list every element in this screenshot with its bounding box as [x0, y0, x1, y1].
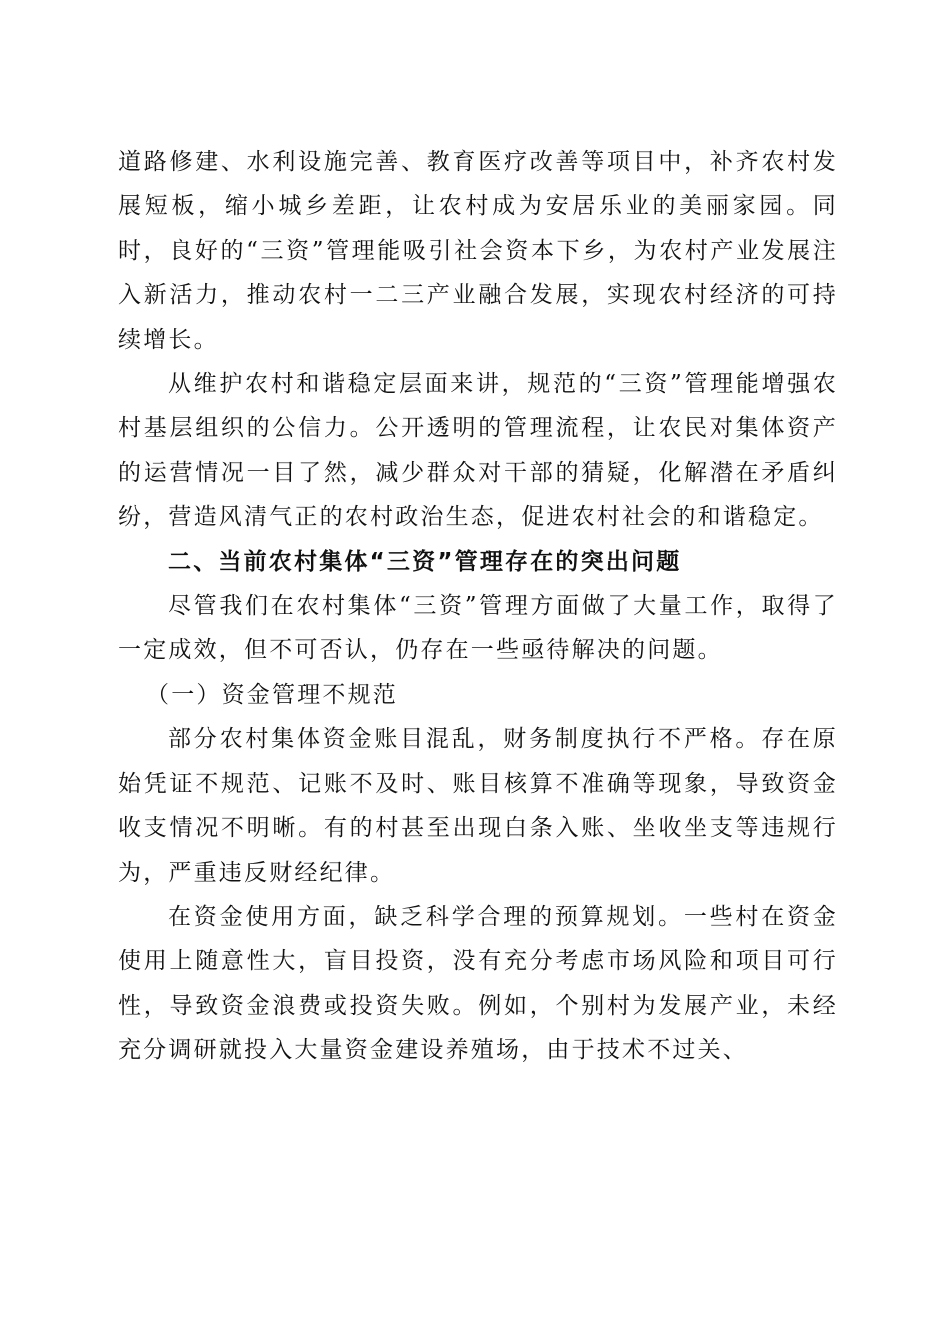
- paragraph-fund-usage: 在资金使用方面，缺乏科学合理的预算规划。一些村在资金使用上随意性大，盲目投资，没有充分考虑市场风险和项目可行性，导致资金浪费或投资失败。例如，个别村为发展产业，未经充分调研就投入大量资金建设养殖场，由于技术不过关、: [118, 903, 838, 1064]
- paragraph-social-stability: 从维护农村和谐稳定层面来讲，规范的“三资”管理能增强农村基层组织的公信力。公开透明的管理流程，让农民对集体资产的运营情况一目了然，减少群众对干部的猜疑，化解潜在矛盾纠纷，营造风清气正的农村政治生态，促进农村社会的和谐稳定。: [118, 371, 838, 531]
- subsection-heading: （一）资金管理不规范: [146, 681, 398, 708]
- paragraph-fund-accounts: 部分农村集体资金账目混乱，财务制度执行不严格。存在原始凭证不规范、记账不及时、账目核算不准确等现象，导致资金收支情况不明晰。有的村甚至出现白条入账、坐收坐支等违规行为，严重违反财经纪律。: [118, 726, 838, 886]
- document-page: [118, 140, 838, 1073]
- paragraph-continuation: 道路修建、水利设施完善、教育医疗改善等项目中，补齐农村发展短板，缩小城乡差距，让农村成为安居乐业的美丽家园。同时，良好的“三资”管理能吸引社会资本下乡，为农村产业发展注入新活力，推动农村一二三产业融合发展，实现农村经济的可持续增长。: [118, 149, 838, 353]
- section-heading: 二、当前农村集体“三资”管理存在的突出问题: [168, 548, 682, 575]
- paragraph-intro-problems: 尽管我们在农村集体“三资”管理方面做了大量工作，取得了一定成效，但不可否认，仍存在一些亟待解决的问题。: [118, 593, 838, 664]
